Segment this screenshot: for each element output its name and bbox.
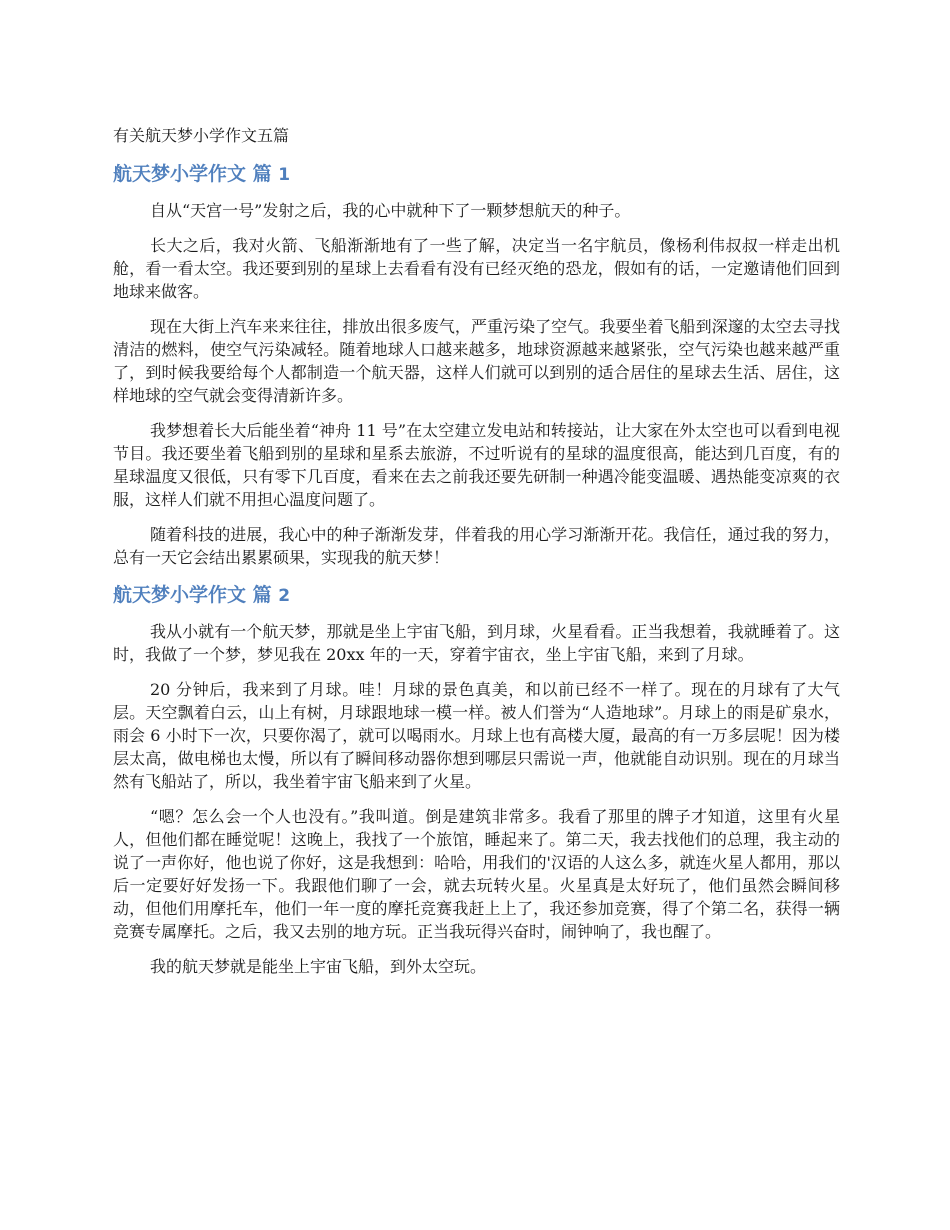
section-2	[113, 581, 840, 978]
paragraph: 我的航天梦就是能坐上宇宙飞船，到外太空玩。	[150, 957, 487, 976]
section-heading-text: 航天梦小学作文	[113, 163, 247, 185]
section-heading	[113, 581, 840, 610]
section-heading	[113, 160, 840, 189]
paragraph: 长大之后，我对火箭、飞船渐渐地有了一些了解，决定当一名宇航员，像杨利伟叔叔一样走出机舱，看一看太空。我还要到别的星球上去看看有没有已经灭绝的恐龙，假如有的话，一定邀请他们回到地球来做客。	[113, 236, 840, 301]
section-heading-suffix: 篇	[252, 163, 272, 185]
section-heading-text: 航天梦小学作文	[113, 584, 247, 606]
paragraph: 现在大街上汽车来来往往，排放出很多废气，严重污染了空气。我要坐着飞船到深邃的太空去寻找清洁的燃料，使空气污染减轻。随着地球人口越来越多，地球资源越来越紧张，空气污染也越来越严重了，到时候我要给每个人都制造一个航天器，这样人们就可以到别的适合居住的星球去生活、居住，这样地球的空气就会变得清新许多。	[113, 317, 840, 405]
section-heading-suffix: 篇	[252, 584, 272, 606]
section-heading-number: 1	[278, 165, 291, 185]
paragraph: 我从小就有一个航天梦，那就是坐上宇宙飞船，到月球，火星看看。正当我想着，我就睡着了。这时，我做了一个梦，梦见我在 20xx 年的一天，穿着宇宙衣，坐上宇宙飞船，来到了月球。	[113, 622, 840, 664]
paragraph: 自从“天宫一号”发射之后，我的心中就种下了一颗梦想航天的种子。	[150, 201, 631, 220]
paragraph: 20 分钟后，我来到了月球。哇！月球的景色真美，和以前已经不一样了。现在的月球有了大气层。天空飘着白云，山上有树，月球跟地球一模一样。被人们誉为“人造地球”。月球上的雨是矿泉水，雨会 6 小时下一次，只要你渴了，就可以喝雨水。月球上也有高楼大厦，最高的有一万多层呢！因为楼层太高，做电梯也太慢，所以有了瞬间移动器你想到哪层只需说一声，他就能自动识别。现在的月球当然有飞船站了，所以，我坐着宇宙飞船来到了火星。	[113, 680, 840, 791]
section-heading-number: 2	[278, 586, 291, 606]
paragraph: 随着科技的进展，我心中的种子渐渐发芽，伴着我的用心学习渐渐开花。我信任，通过我的努力，总有一天它会结出累累硕果，实现我的航天梦！	[113, 525, 840, 567]
document-title: 有关航天梦小学作文五篇	[113, 126, 290, 145]
paragraph: “嗯？怎么会一个人也没有。”我叫道。倒是建筑非常多。我看了那里的牌子才知道，这里有火星人，但他们都在睡觉呢！这晚上，我找了一个旅馆，睡起来了。第二天，我去找他们的总理，我主动的说了一声你好，他也说了你好，这是我想到：哈哈，用我们的'汉语的人这么多，就连火星人都用，那以后一定要好好发扬一下。我跟他们聊了一会，就去玩转火星。火星真是太好玩了，他们虽然会瞬间移动，但他们用摩托车，他们一年一度的摩托竞赛我赶上上了，我还参加竞赛，得了个第二名，获得一辆竞赛专属摩托。之后，我又去别的地方玩。正当我玩得兴奋时，闹钟响了，我也醒了。	[113, 807, 840, 941]
section-1	[113, 160, 840, 569]
paragraph: 我梦想着长大后能坐着“神舟 11 号”在太空建立发电站和转接站，让大家在外太空也可以看到电视节目。我还要坐着飞船到别的星球和星系去旅游，不过听说有的星球的温度很高，能达到几百度，有的星球温度又很低，只有零下几百度，看来在去之前我还要先研制一种遇冷能变温暖、遇热能变凉爽的衣服，这样人们就不用担心温度问题了。	[113, 421, 840, 509]
document-page	[113, 124, 840, 990]
